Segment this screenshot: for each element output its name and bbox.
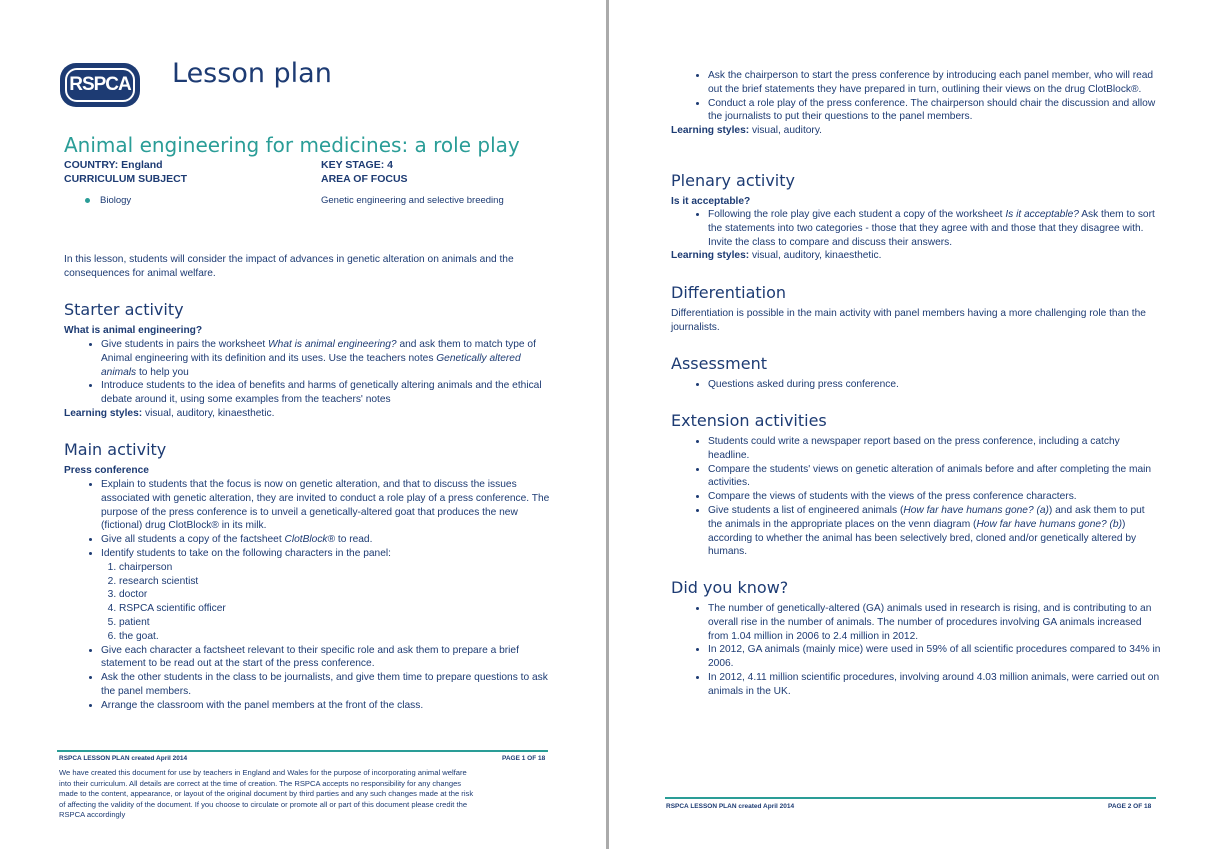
footer-disclaimer: We have created this document for use by teachers in England and Wales for the purpose of incorporating animal welfare into their curriculum. All details are correct at the time of creation. The RSPCA accepts no responsibility for any changes made to the content, appearance, or layout of the original document by third parties and any such changes made at the risk of affecting the validity of the document. If you choose to circulate or promote all or part of this document please credit the RSPCA accordingly	[59, 768, 474, 819]
footer-divider	[57, 750, 548, 752]
plenary-heading: Plenary activity	[671, 171, 795, 190]
main-content	[64, 478, 554, 713]
did-you-know-content	[671, 602, 1161, 699]
list-item: • Give students in pairs the worksheet What is animal engineering? and ask them to match type of Animal engineering with its definition and its uses. Use the teachers notes Genetically altered animals to help you	[101, 338, 554, 379]
extension-heading: Extension activities	[671, 411, 827, 430]
did-you-know-heading: Did you know?	[671, 578, 789, 597]
character-item: 1. chairperson	[119, 561, 554, 575]
area-of-focus-label: AREA OF FOCUS	[321, 173, 408, 185]
list-item: • Students could write a newspaper report based on the press conference, including a catchy headline.	[708, 435, 1161, 463]
list-item: • Following the role play give each student a copy of the worksheet Is it acceptable? Ask them to sort the statements into two categories - those that they agree with and those that they disagree with. Invite the class to compare and discuss their answers.	[708, 208, 1161, 249]
footer-divider	[665, 797, 1156, 799]
character-item: 4. RSPCA scientific officer	[119, 602, 554, 616]
document-subtitle: Animal engineering for medicines: a role play	[64, 133, 520, 157]
list-item: • The number of genetically-altered (GA) animals used in research is rising, and is contributing to an overall rise in the number of animals. The number of procedures involving GA animals increased from 1.04 million in 2006 to 2.4 million in 2012.	[708, 602, 1161, 643]
logo-text: RSPCA	[65, 68, 135, 102]
subject-value: Biology	[100, 195, 132, 206]
main-subheading: Press conference	[64, 465, 149, 476]
list-item: • Ask the other students in the class to be journalists, and give them time to prepare questions to ask the panel members.	[101, 671, 554, 699]
starter-content	[64, 338, 554, 421]
differentiation-text: Differentiation is possible in the main activity with panel members having a more challenging role than the journalists.	[671, 308, 1146, 333]
plenary-content	[671, 208, 1161, 263]
list-item: • In 2012, 4.11 million scientific procedures, involving around 4.03 million animals, were carried out on animals in the UK.	[708, 671, 1161, 699]
main-heading: Main activity	[64, 440, 167, 459]
plenary-learning-styles: Learning styles: visual, auditory, kinaesthetic.	[671, 250, 882, 262]
list-item: • Give all students a copy of the factsheet ClotBlock® to read.	[101, 533, 554, 547]
character-item: 6. the goat.	[119, 630, 554, 644]
rspca-logo	[60, 63, 140, 107]
differentiation-heading: Differentiation	[671, 283, 787, 302]
area-of-focus-value: Genetic engineering and selective breeding	[321, 195, 504, 206]
list-item: • Questions asked during press conference.	[708, 378, 1161, 392]
list-item: • Give each character a factsheet relevant to their specific role and ask them to prepare a brief statement to be read out at the start of the press conference.	[101, 644, 554, 672]
footer-page-number: PAGE 2 OF 18	[1108, 803, 1152, 810]
subject-bullet-icon	[85, 198, 90, 203]
list-item: • In 2012, GA animals (mainly mice) were used in 59% of all scientific procedures compared to 34% in 2006.	[708, 643, 1161, 671]
character-item: 3. doctor	[119, 588, 554, 602]
list-item: • Give students a list of engineered animals (How far have humans gone? (a)) and ask them to put the animals in the appropriate places on the venn diagram (How far have humans gone? (b)) according to whether the animal has been selectively bred, cloned and/or genetically altered by humans.	[708, 504, 1161, 559]
assessment-content	[671, 378, 1161, 392]
footer-created: RSPCA LESSON PLAN created April 2014	[666, 803, 795, 810]
starter-learning-styles: Learning styles: visual, auditory, kinaesthetic.	[64, 407, 275, 419]
list-item: • Conduct a role play of the press conference. The chairperson should chair the discussion and allow the journalists to put their questions to the panel members.	[708, 97, 1161, 125]
list-item: • Compare the views of students with the views of the press conference characters.	[708, 490, 1161, 504]
character-item: 2. research scientist	[119, 575, 554, 589]
country-label: COUNTRY: England	[64, 159, 163, 171]
main-learning-styles: Learning styles: visual, auditory.	[671, 125, 822, 137]
list-item: • Explain to students that the focus is now on genetic alteration, and that to discuss the issues associated with genetic alteration, they are invited to conduct a role play of a press conference. The purpose of the press conference is to unveil a genetically-altered goat that produces the new (fictional) drug ClotBlock® in its milk.	[101, 478, 554, 533]
main-content-continued	[671, 69, 1161, 138]
extension-content	[671, 435, 1161, 559]
footer-page-number: PAGE 1 OF 18	[502, 755, 546, 762]
list-item: • Introduce students to the idea of benefits and harms of genetically altering animals and the ethical debate around it, using some examples from the teachers' notes	[101, 379, 554, 407]
assessment-heading: Assessment	[671, 354, 767, 373]
list-item: • Arrange the classroom with the panel members at the front of the class.	[101, 699, 554, 713]
footer-created: RSPCA LESSON PLAN created April 2014	[59, 755, 188, 762]
list-item: • Identify students to take on the following characters in the panel:	[101, 547, 554, 561]
starter-subheading: What is animal engineering?	[64, 325, 203, 336]
intro-paragraph: In this lesson, students will consider the impact of advances in genetic alteration on animals and the consequences for animal welfare.	[64, 254, 514, 279]
starter-heading: Starter activity	[64, 300, 184, 319]
document-title: Lesson plan	[172, 58, 332, 89]
list-item: • Compare the students' views on genetic alteration of animals before and after completing the main activities.	[708, 463, 1161, 491]
page-2	[609, 0, 1213, 849]
page-1	[0, 0, 606, 849]
key-stage-label: KEY STAGE: 4	[321, 159, 393, 171]
plenary-subheading: Is it acceptable?	[671, 196, 751, 207]
list-item: • Ask the chairperson to start the press conference by introducing each panel member, who will read out the brief statements they have prepared in turn, outlining their views on the drug ClotBlock®.	[708, 69, 1161, 97]
character-item: 5. patient	[119, 616, 554, 630]
curriculum-subject-label: CURRICULUM SUBJECT	[64, 173, 188, 185]
